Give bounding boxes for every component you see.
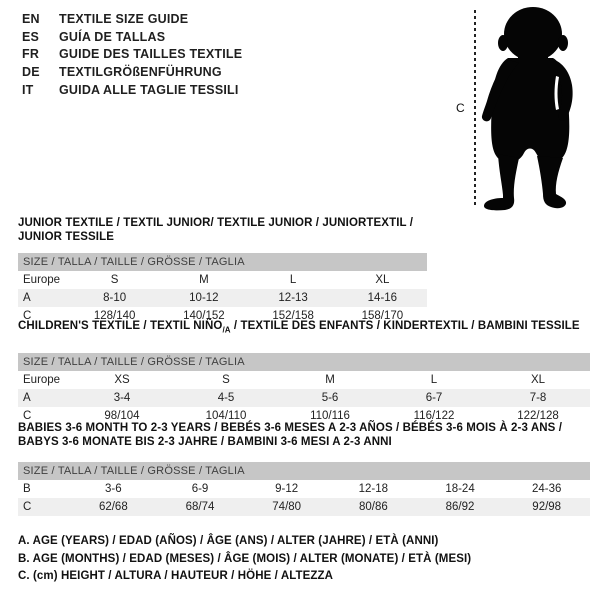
legend-row-de xyxy=(22,63,242,81)
row-label: C xyxy=(23,310,32,322)
language-code: FR xyxy=(22,47,40,62)
language-label: TEXTILGRÖßENFÜHRUNG xyxy=(59,65,222,80)
legend-row-it xyxy=(22,81,242,99)
age-cell: 18-24 xyxy=(445,483,475,495)
size-cell: L xyxy=(289,274,297,286)
title-line-1: BABIES 3-6 MONTH TO 2-3 YEARS / BEBÉS 3-6 MESES A 2-3 AÑOS / BÉBÉS 3-6 MOIS À 2-3 ANS / xyxy=(18,422,562,434)
language-code: IT xyxy=(22,83,34,98)
language-code: ES xyxy=(22,29,40,44)
height-cell: 152/158 xyxy=(272,310,314,322)
height-cell: 122/128 xyxy=(517,410,559,423)
age-cell: 3-4 xyxy=(113,392,131,405)
key-line-a: A. AGE (YEARS) / EDAD (AÑOS) / ÂGE (ANS) / ALTER (JAHRE) / ETÀ (ANNI) xyxy=(18,535,439,547)
height-cell: 68/74 xyxy=(185,501,215,513)
row-label: A xyxy=(23,292,31,304)
height-cell: 92/98 xyxy=(532,501,562,513)
table-title-junior: JUNIOR TEXTILE / TEXTIL JUNIOR/ TEXTILE JUNIOR / JUNIORTEXTIL / JUNIOR TESSILE xyxy=(18,217,414,243)
height-cell: 80/86 xyxy=(358,501,388,513)
height-cell: 98/104 xyxy=(104,410,140,423)
age-cell: 5-6 xyxy=(321,392,339,405)
size-cell: S xyxy=(110,274,119,286)
row-label: Europe xyxy=(23,274,61,286)
key-line-c: C. (cm) HEIGHT / ALTURA / HAUTEUR / HÖHE / ALTEZZA xyxy=(18,570,334,582)
measurement-key xyxy=(18,533,471,586)
age-cell: 6-9 xyxy=(191,483,209,495)
language-label: GUIDE DES TAILLES TEXTILE xyxy=(59,47,243,62)
height-cell: 104/110 xyxy=(205,410,247,423)
size-cell: M xyxy=(325,374,335,387)
table-title-babies xyxy=(18,421,590,449)
legend-row-es xyxy=(22,28,242,46)
row-label: A xyxy=(23,392,31,405)
title-part: CHILDREN'S TEXTILE / TEXTIL NIÑO xyxy=(18,320,223,332)
table-row-age xyxy=(18,289,427,307)
language-code: DE xyxy=(22,65,40,80)
age-cell: 4-5 xyxy=(217,392,235,405)
height-cell: 158/170 xyxy=(361,310,404,322)
junior-size-table xyxy=(18,216,427,325)
size-cell: XS xyxy=(114,374,130,387)
table-row-europe xyxy=(18,371,590,389)
age-cell: 8-10 xyxy=(103,292,127,304)
height-cell: 116/122 xyxy=(413,410,455,423)
height-measure-label: C xyxy=(456,101,465,115)
title-part: / TEXTILE DES ENFANTS / KINDERTEXTIL / BAMBINI TESSILE xyxy=(230,320,580,332)
height-cell: 62/68 xyxy=(98,501,128,513)
table-row-europe xyxy=(18,271,427,289)
height-cell: 128/140 xyxy=(93,310,136,322)
language-label: TEXTILE SIZE GUIDE xyxy=(59,11,189,26)
height-cell: 110/116 xyxy=(310,410,350,423)
age-cell: 6-7 xyxy=(425,392,443,405)
toddler-silhouette-icon xyxy=(478,6,595,212)
table-row-age-months xyxy=(18,480,590,498)
age-cell: 7-8 xyxy=(529,392,547,405)
height-cell: 74/80 xyxy=(272,501,302,513)
table-row-height xyxy=(18,498,590,516)
size-cell: XL xyxy=(530,374,546,387)
babies-size-table xyxy=(18,421,590,516)
age-cell: 12-18 xyxy=(358,483,389,495)
language-code: EN xyxy=(22,11,40,26)
children-size-table xyxy=(18,319,590,425)
age-cell: 10-12 xyxy=(189,292,219,304)
table-title-children xyxy=(18,319,590,337)
language-label: GUÍA DE TALLAS xyxy=(59,29,166,44)
title-line-2: BABYS 3-6 MONATE BIS 2-3 JAHRE / BAMBINI 3-6 MESI A 2-3 ANNI xyxy=(18,436,392,448)
age-cell: 14-16 xyxy=(367,292,398,304)
size-header-label: SIZE / TALLA / TAILLE / GRÖSSE / TAGLIA xyxy=(23,256,245,268)
table-row-age xyxy=(18,389,590,407)
size-header-bar xyxy=(18,253,427,271)
size-cell: XL xyxy=(375,274,390,286)
legend-row-en xyxy=(22,10,242,28)
title-subscript: /A xyxy=(222,325,231,335)
height-cell: 86/92 xyxy=(445,501,475,513)
row-label: C xyxy=(23,501,32,513)
size-header-label: SIZE / TALLA / TAILLE / GRÖSSE / TAGLIA xyxy=(23,465,245,477)
size-header-bar xyxy=(18,462,590,480)
row-label: B xyxy=(23,483,31,495)
language-legend xyxy=(22,10,242,99)
height-measure-dashed-line xyxy=(474,10,476,206)
size-cell: L xyxy=(430,374,438,387)
size-cell: S xyxy=(222,374,230,387)
size-header-label: SIZE / TALLA / TAILLE / GRÖSSE / TAGLIA xyxy=(23,356,245,369)
key-line-b: B. AGE (MONTHS) / EDAD (MESES) / ÂGE (MOIS) / ALTER (MONATE) / ETÀ (MESI) xyxy=(18,552,472,565)
height-cell: 140/152 xyxy=(183,310,225,322)
row-label: Europe xyxy=(23,374,61,387)
language-label: GUIDA ALLE TAGLIE TESSILI xyxy=(59,83,239,98)
size-cell: M xyxy=(199,274,209,286)
size-header-bar xyxy=(18,353,590,371)
age-cell: 12-13 xyxy=(278,292,308,304)
age-cell: 3-6 xyxy=(105,483,122,495)
legend-row-fr xyxy=(22,46,242,64)
age-cell: 9-12 xyxy=(275,483,299,495)
row-label: C xyxy=(23,410,32,423)
height-figure xyxy=(450,0,600,215)
age-cell: 24-36 xyxy=(531,483,562,495)
